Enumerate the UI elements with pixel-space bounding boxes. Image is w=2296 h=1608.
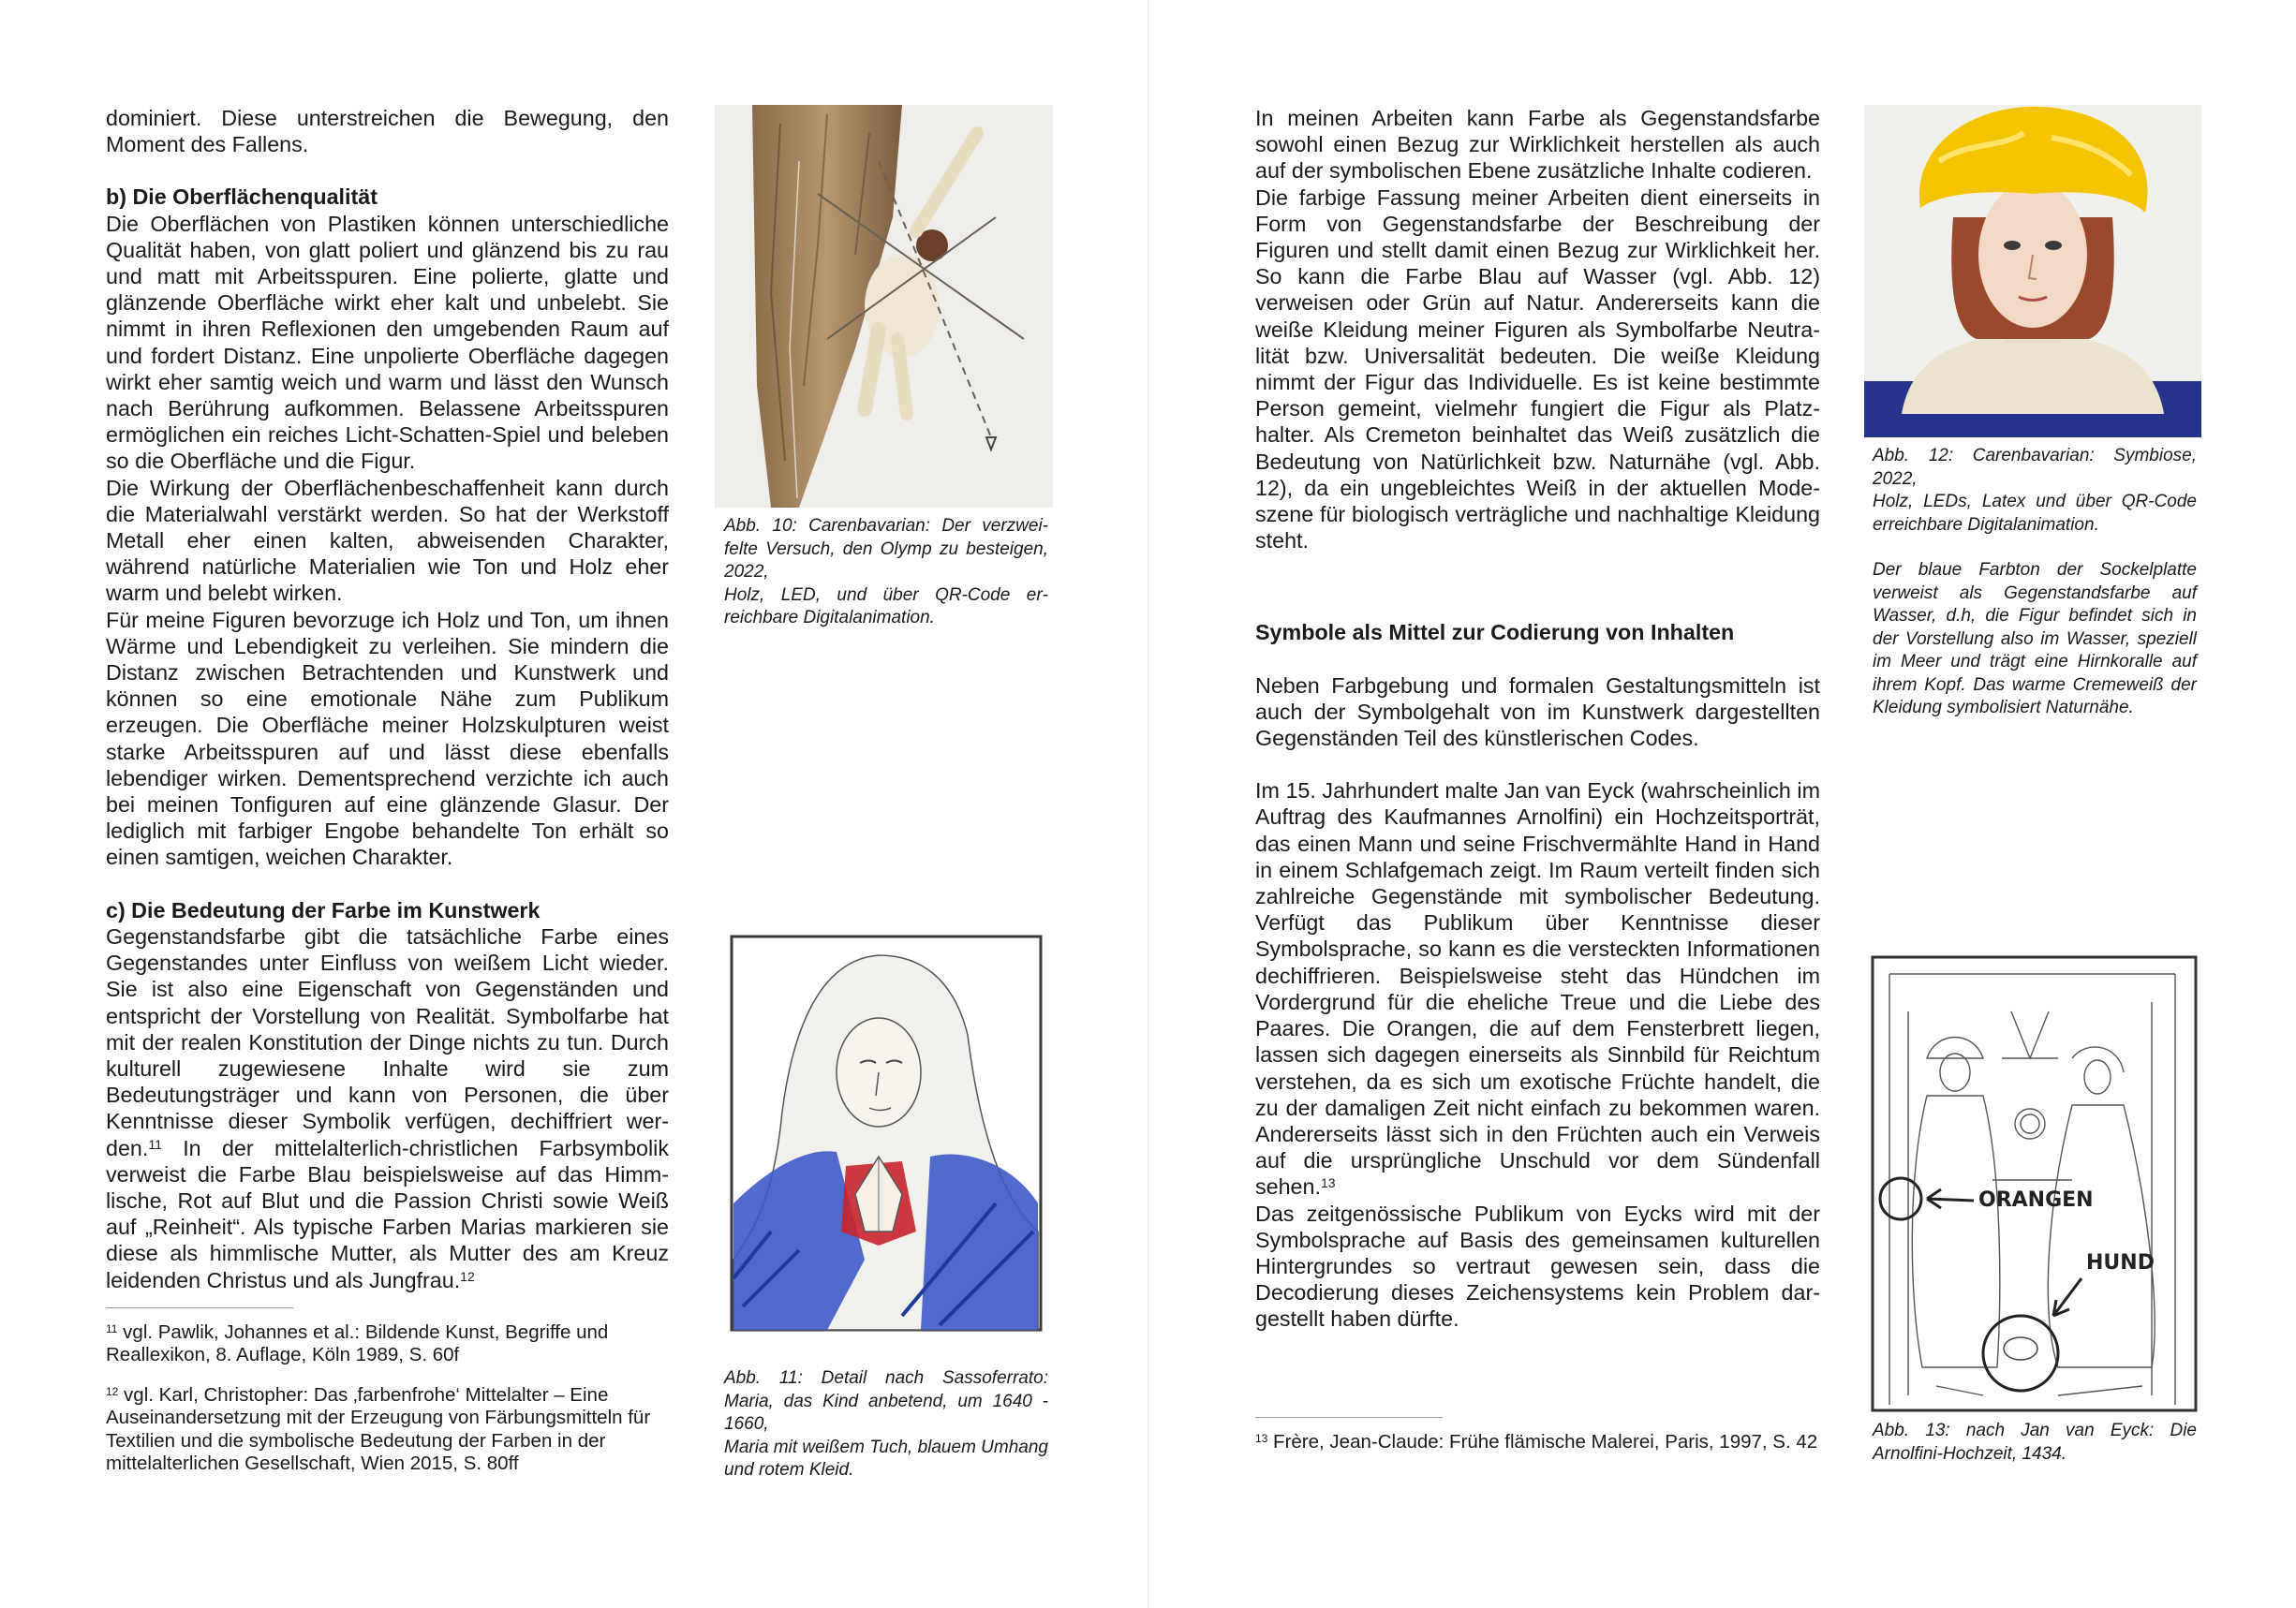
figure-12-image xyxy=(1864,105,2201,437)
footnote-number: 12 xyxy=(106,1384,119,1398)
left-footnotes xyxy=(106,1307,669,1492)
caption-line: Maria mit weißem Tuch, blauem Umhang und rotem Kleid. xyxy=(724,1437,1048,1480)
caption-line: Holz, LED, und über QR-Code erreichbare Digitalanimation. xyxy=(724,584,1048,627)
paragraph-text: Im 15. Jahrhundert malte Jan van Eyck (wahrscheinlich im Auftrag des Kaufmannes Arnolfini) ein Hochzeitsporträt, das einen Mann und seine Frischvermählte Hand in Hand in einem Schlafgemach zeigt. Im Raum verteilt finden sich zahlreiche Gegenstände mit symbolischer Bedeutung. Verfügt das Publikum über Kenntnisse dieser Symbolsprache, so kann es die versteckten Informationen dechiffrieren. Beispielsweise steht das Hündchen im Vordergrund für die eheliche Treue und die Liebe des Paares. Die Orangen, die auf dem Fensterbrett liegen, lassen sich dagegen einerseits als Sinnbild für Reichtum verstehen, da es sich um exotische Früchte handelt, die zu der damaligen Zeit nicht einfach zu bekommen waren. Andererseits lässt sich in den Früchten auch ein Verweis auf die ursprüngliche Unschuld vor dem Sündenfall sehen. xyxy=(1255,778,1820,1200)
figure-11-caption xyxy=(724,1367,1048,1483)
section-heading-symbols: Symbole als Mittel zur Codierung von Inhalten xyxy=(1255,620,1735,645)
paragraph: Neben Farbgebung und formalen Gestaltungsmitteln ist auch der Symbolgehalt von im Kunstwerk dargestellten Gegenständen Teil des künstlerischen Codes. xyxy=(1255,672,1820,751)
section-heading-c: c) Die Bedeutung der Farbe im Kunstwerk xyxy=(106,897,541,922)
paragraph-text: Gegenstandsfarbe gibt die tatsächliche Farbe eines Gegenstandes unter Einfluss von weißem Licht wieder. Sie ist also eine Eigenschaft von Gegenständen und entspricht der Vorstellung von Realität. Symbolfarbe hat mit der realen Konstitution der Dinge nichts zu tun. Durch kulturell zugewiesene Inhalte wird sie zum Bedeutungsträger und kann von Personen, die über Kenntnisse dieser Symbolik verfügen, dechiffriert werden. xyxy=(106,923,669,1160)
paragraph: Die farbige Fassung meiner Arbeiten dient einerseits in Form von Gegenstandsfarbe der Beschreibung der Figuren und stellt damit einen Bezug zur Wirklichkeit her. So kann die Farbe Blau auf Wasser (vgl. Abb. 12) verweisen oder Grün auf Natur. Andererseits kann die weiße Kleidung meiner Figuren als Symbolfarbe Neutralität bzw. Universalität bedeuten. Die weiße Kleidung nimmt der Figur das Individuelle. Es ist keine bestimmte Person gemeint, vielmehr fungiert die Figur als Platzhalter. Als Cremeton beinhaltet das Weiß zusätzlich die Bedeutung von Natürlichkeit bzw. Naturnähe (vgl. Abb. 12), da ein ungebleichtes Weiß in der aktuellen Modeszene für biologisch verträgliche und nachhaltige Kleidung steht. xyxy=(1255,184,1820,553)
footnote-12 xyxy=(106,1384,669,1476)
section-heading-b: b) Die Oberflächenqualität xyxy=(106,184,378,210)
footnote-ref-13[interactable]: 13 xyxy=(1320,1175,1336,1191)
footnote-ref-12[interactable]: 12 xyxy=(460,1268,475,1284)
label-oranges: ORANGEN xyxy=(1978,1188,2094,1212)
paragraph: Die Oberflächen von Plastiken können unterschiedliche Qualität haben, von glatt poliert und glänzend bis zu rau und matt mit Arbeitsspuren. Eine polierte, glatte und glänzende Oberfläche wirkt eher kalt und unbelebt. Sie nimmt in ihren Reflexionen den umgebenden Raum auf und fordert Distanz. Eine unpolierte Oberfläche dagegen wirkt eher samtig weich und warm und lässt den Wunsch nach Berührung aufkommen. Belassene Arbeitsspuren ermöglichen ein reiches Licht-Schatten-Spiel und beleben so die Oberfläche und die Figur. xyxy=(106,211,669,474)
paragraph: Für meine Figuren bevorzuge ich Holz und Ton, um ihnen Wärme und Lebendigkeit zu verleihen. Sie mindern die Distanz zwischen Betrachtenden und Kunstwerk und können so eine emotionale Nähe zum Publikum erzeugen. Die Oberfläche meiner Holzskulpturen weist starke Arbeitsspuren auf und lässt diese ebenfalls lebendiger wirken. Dementsprechend verzichte ich auch bei meinen Tonfiguren auf eine glänzende Glasur. Der lediglich mit farbiger Engobe behandelte Ton erhält so einen samtigen, weichen Charakter. xyxy=(106,607,669,870)
footnote-number: 11 xyxy=(106,1322,118,1335)
footnote-rule xyxy=(106,1307,293,1308)
caption-line: Holz, LEDs, Latex und über QR-Code erreichbare Digitalanimation. xyxy=(1873,492,2197,535)
caption-line: Der blaue Farbton der Sockelplatte verweist als Gegenstandsfarbe auf Wasser, d.h, die Figur befindet sich in der Vorstellung also im Wasser, speziell im Meer und trägt eine Hirnkoralle auf ihrem Kopf. Das warme Cremeweiß der Kleidung symbolisiert Naturnähe. xyxy=(1873,560,2197,717)
right-text-column xyxy=(1255,105,1820,1333)
footnote-number: 13 xyxy=(1255,1432,1268,1445)
figure-11-image xyxy=(715,922,1053,1346)
paragraph xyxy=(106,923,669,1293)
footnote-text: vgl. Pawlik, Johannes et al.: Bildende Kunst, Begriffe und Reallexikon, 8. Auflage, Köln 1989, S. 60f xyxy=(106,1321,609,1366)
paragraph: dominiert. Diese unterstreichen die Bewegung, den Moment des Fallens. xyxy=(106,106,669,157)
figure-13-caption xyxy=(1873,1420,2197,1466)
footnote-rule xyxy=(1255,1417,1443,1418)
right-footnotes xyxy=(1255,1417,1820,1470)
footnote-text: vgl. Karl, Christopher: Das ‚farbenfrohe‘ Mittelalter – Eine Auseinandersetzung mit der Erzeugung von Färbungsmitteln für Textilien und die symbolische Bedeutung der Farben in der mittelalterlichen Gesellschaft, Wien 2015, S. 80ff xyxy=(106,1383,651,1475)
paragraph: Die Wirkung der Oberflächenbeschaffenheit kann durch die Materialwahl verstärkt werden. So hat der Werkstoff Metall eher einen kalten, abweisenden Charakter, während natürliche Materialien wie Ton und Holz eher warm und belebt wirken. xyxy=(106,475,669,606)
page-gutter xyxy=(1148,0,1149,1608)
footnote-13 xyxy=(1255,1431,1820,1453)
figure-10-caption xyxy=(724,515,1048,630)
paragraph: Das zeitgenössische Publikum von Eycks wird mit der Symbolsprache auf Basis des gemeinsamen kulturellen Hintergrundes so vertraut gewesen sein, dass die Decodierung dieses Zeichensystems kein Problem dargestellt haben dürfte. xyxy=(1255,1201,1820,1332)
left-text-column xyxy=(106,105,669,1293)
caption-line: Abb. 11: Detail nach Sassoferrato: Maria, das Kind anbetend, um 1640 - 1660, xyxy=(724,1368,1048,1434)
paragraph: In meinen Arbeiten kann Farbe als Gegenstandsfarbe sowohl einen Bezug zur Wirklichkeit herstellen als auch auf der symbolischen Ebene zusätzliche Inhalte codieren. xyxy=(1255,106,1820,184)
figure-12-caption xyxy=(1873,445,2197,720)
footnote-text: Frère, Jean-Claude: Frühe flämische Malerei, Paris, 1997, S. 42 xyxy=(1267,1431,1818,1453)
caption-line: Abb. 10: Carenbavarian: Der verzweifelte Versuch, den Olymp zu besteigen, 2022, xyxy=(724,516,1048,582)
figure-13-image xyxy=(1871,955,2198,1412)
figure-10-image xyxy=(715,105,1053,508)
footnote-11 xyxy=(106,1321,669,1367)
caption-line: Abb. 13: nach Jan van Eyck: Die Arnolfini-Hochzeit, 1434. xyxy=(1873,1421,2197,1464)
paragraph xyxy=(1255,777,1820,1200)
caption-line: Abb. 12: Carenbavarian: Symbiose, 2022, xyxy=(1873,446,2197,489)
label-dog: HUND xyxy=(2086,1251,2155,1275)
footnote-ref-11[interactable]: 11 xyxy=(148,1136,162,1152)
paragraph-text: In der mittelalterlich-christlichen Farbsymbolik verweist die Farbe Blau beispielsweise auf das Himmlische, Rot auf Blut und die Passion Christi sowie Weiß auf „Reinheit“. Als typische Farben Marias markieren sie diese als himmlische Mutter, als Mutter des am Kreuz leidenden Christus und als Jungfrau. xyxy=(106,1135,669,1292)
